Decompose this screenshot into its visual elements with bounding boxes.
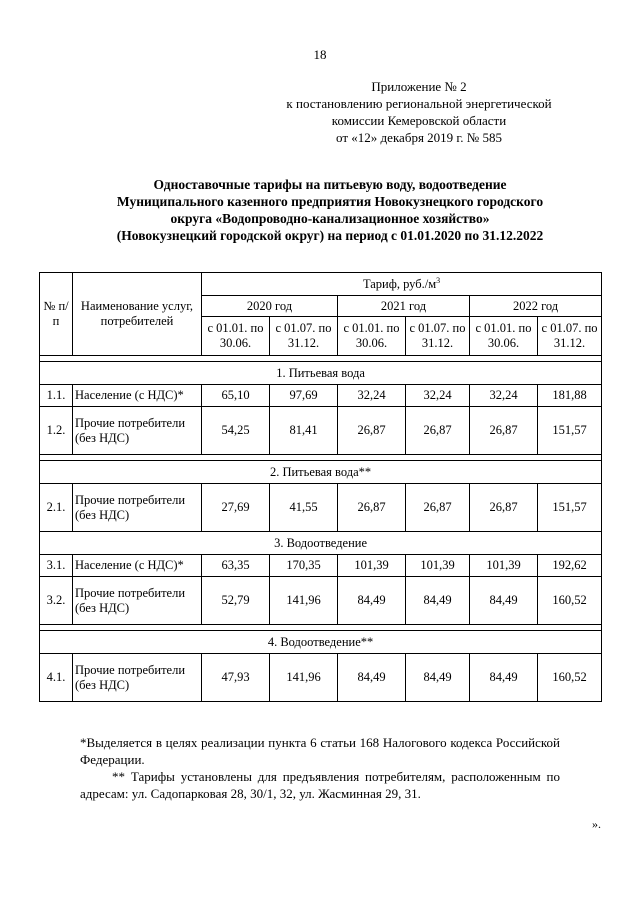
title-line-3: округа «Водопроводно-канализационное хозяйство»: [170, 211, 490, 226]
row-number: 4.1.: [40, 654, 73, 702]
row-value: 26,87: [406, 407, 470, 455]
section-title: 4. Водоотведение**: [40, 631, 602, 654]
row-number: 2.1.: [40, 484, 73, 532]
row-value: 63,35: [202, 555, 270, 577]
row-value: 26,87: [338, 484, 406, 532]
footnote-2: ** Тарифы установлены для предъявления потребителям, расположенным по адресам: ул. Садопарковая 28, 30/1, 32, ул. Жасминная 29, 31.: [80, 769, 560, 801]
table-row: [40, 577, 602, 625]
row-number: 3.2.: [40, 577, 73, 625]
row-name: Прочие потребители (без НДС): [73, 484, 202, 532]
title-line-1: Одноставочные тарифы на питьевую воду, водоотведение: [153, 177, 507, 192]
section-title: 2. Питьевая вода**: [40, 461, 602, 484]
row-value: 41,55: [270, 484, 338, 532]
row-value: 26,87: [406, 484, 470, 532]
header-period: с 01.07. по 31.12.: [270, 317, 338, 356]
row-name: Население (с НДС)*: [73, 385, 202, 407]
row-value: 52,79: [202, 577, 270, 625]
tariff-table: [39, 272, 602, 702]
row-value: 47,93: [202, 654, 270, 702]
row-value: 160,52: [538, 654, 602, 702]
header-period: с 01.07. по 31.12.: [538, 317, 602, 356]
row-value: 101,39: [338, 555, 406, 577]
section-title: 3. Водоотведение: [40, 532, 602, 555]
row-value: 54,25: [202, 407, 270, 455]
footnotes: [80, 734, 560, 802]
header-service-name: Наименование услуг, потребителей: [73, 273, 202, 356]
row-value: 84,49: [470, 577, 538, 625]
row-value: 26,87: [338, 407, 406, 455]
appendix-line-3: комиссии Кемеровской области: [331, 113, 507, 128]
table-row: [40, 555, 602, 577]
row-value: 32,24: [406, 385, 470, 407]
title-line-2: Муниципального казенного предприятия Новокузнецкого городского: [116, 194, 544, 209]
appendix-line-1: Приложение № 2: [371, 79, 467, 94]
row-value: 84,49: [338, 654, 406, 702]
row-value: 81,41: [270, 407, 338, 455]
row-value: 170,35: [270, 555, 338, 577]
row-value: 65,10: [202, 385, 270, 407]
header-year-2021: 2021 год: [338, 296, 470, 317]
appendix-line-2: к постановлению региональной энергетической: [286, 96, 552, 111]
page-number: 18: [313, 47, 327, 62]
row-value: 84,49: [338, 577, 406, 625]
row-value: 27,69: [202, 484, 270, 532]
document-title: [60, 176, 600, 244]
header-tariff-text: Тариф, руб./м: [362, 277, 437, 292]
row-value: 101,39: [470, 555, 538, 577]
row-value: 32,24: [338, 385, 406, 407]
row-value: 141,96: [270, 577, 338, 625]
row-value: 181,88: [538, 385, 602, 407]
end-quote: ».: [592, 817, 601, 831]
row-value: 192,62: [538, 555, 602, 577]
table-row: [40, 654, 602, 702]
header-period: с 01.01. по 30.06.: [338, 317, 406, 356]
row-value: 26,87: [470, 407, 538, 455]
row-name: Прочие потребители (без НДС): [73, 654, 202, 702]
row-value: 32,24: [470, 385, 538, 407]
header-period: с 01.01. по 30.06.: [470, 317, 538, 356]
row-value: 151,57: [538, 407, 602, 455]
appendix-block: [254, 78, 584, 146]
row-value: 97,69: [270, 385, 338, 407]
header-period: с 01.07. по 31.12.: [406, 317, 470, 356]
header-tariff: [202, 273, 602, 296]
footnote-1: *Выделяется в целях реализации пункта 6 статьи 168 Налогового кодекса Российской Федерации.: [80, 735, 560, 767]
row-name: Прочие потребители (без НДС): [73, 407, 202, 455]
table-row: [40, 385, 602, 407]
row-value: 84,49: [406, 577, 470, 625]
row-value: 84,49: [470, 654, 538, 702]
header-period: с 01.01. по 30.06.: [202, 317, 270, 356]
row-value: 84,49: [406, 654, 470, 702]
row-number: 3.1.: [40, 555, 73, 577]
row-number: 1.1.: [40, 385, 73, 407]
header-year-2020: 2020 год: [202, 296, 338, 317]
row-name: Прочие потребители (без НДС): [73, 577, 202, 625]
title-line-4: (Новокузнецкий городской округ) на период с 01.01.2020 по 31.12.2022: [116, 228, 544, 243]
row-number: 1.2.: [40, 407, 73, 455]
row-name: Население (с НДС)*: [73, 555, 202, 577]
table-row: [40, 407, 602, 455]
row-value: 141,96: [270, 654, 338, 702]
table-row: [40, 484, 602, 532]
row-value: 101,39: [406, 555, 470, 577]
header-year-2022: 2022 год: [470, 296, 602, 317]
row-value: 26,87: [470, 484, 538, 532]
header-tariff-superscript: 3: [436, 275, 441, 285]
row-value: 151,57: [538, 484, 602, 532]
header-number: № п/п: [40, 273, 73, 356]
section-title: 1. Питьевая вода: [40, 362, 602, 385]
appendix-line-4: от «12» декабря 2019 г. № 585: [336, 130, 502, 145]
row-value: 160,52: [538, 577, 602, 625]
